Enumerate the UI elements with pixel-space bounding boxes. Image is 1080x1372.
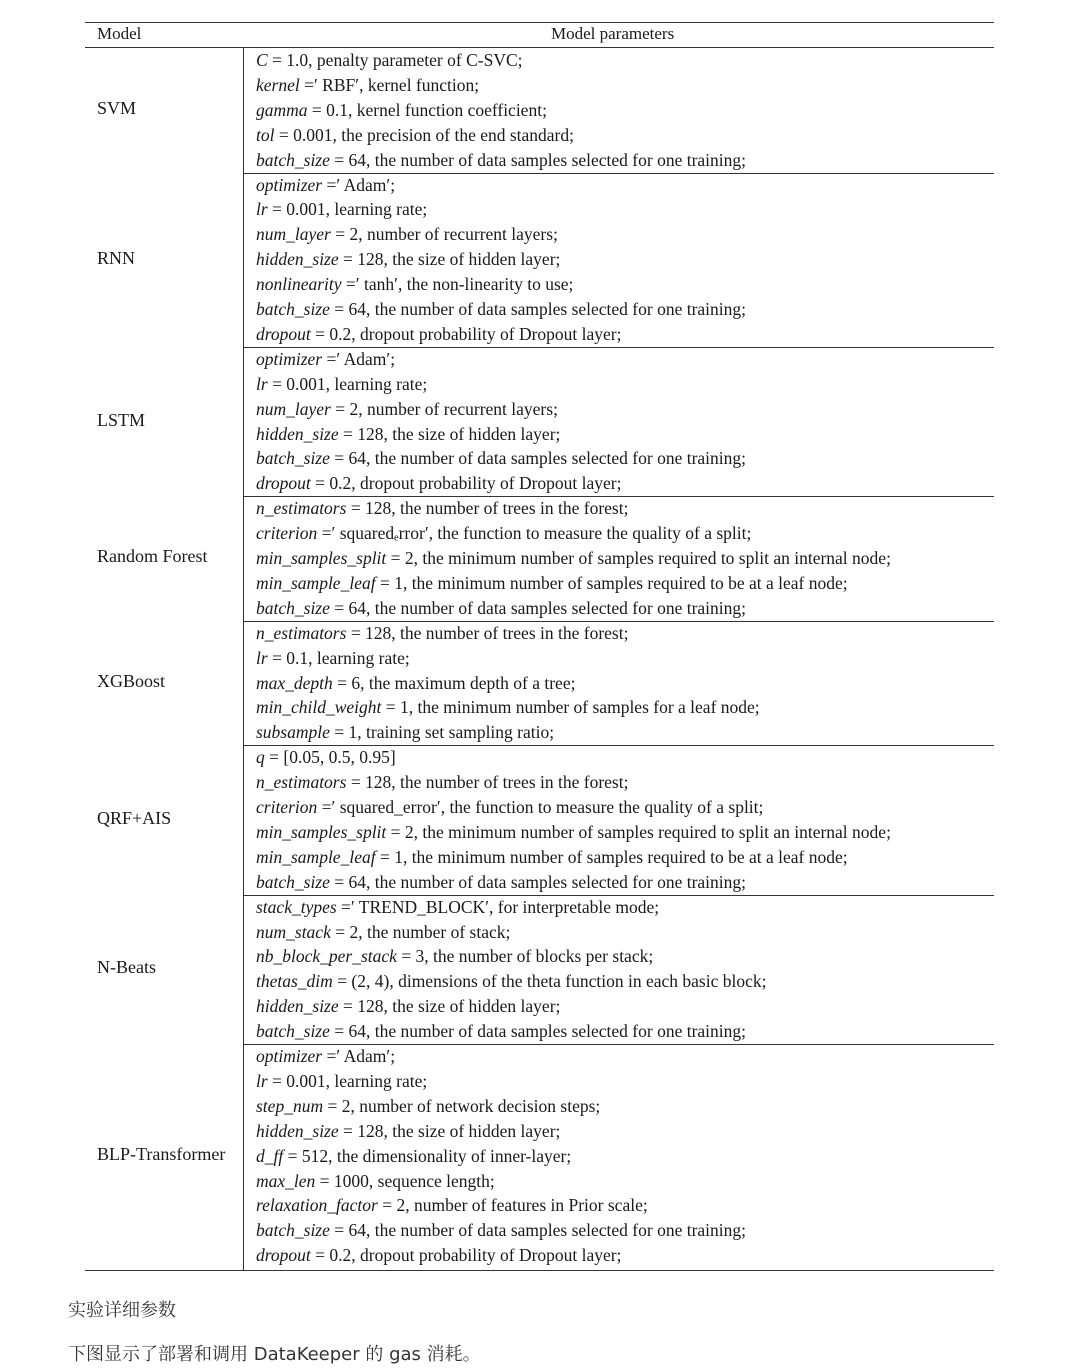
parameter-row (256, 521, 751, 546)
parameter-description: = 0.001, learning rate; (267, 199, 428, 220)
parameter-symbol: dropout (256, 1245, 311, 1266)
parameter-symbol: nb_block_per_stack (256, 946, 397, 967)
table-bottom-rule (85, 1270, 994, 1271)
parameter-symbol: subsample (256, 722, 330, 743)
parameter-row (256, 247, 560, 272)
parameter-description: = 1.0, penalty parameter of C-SVC; (267, 50, 523, 70)
parameter-description: =′ tanh′, the non-linearity to use; (341, 274, 574, 295)
parameter-description: = 2, the minimum number of samples required to split an internal node; (386, 548, 891, 568)
parameter-row (256, 546, 891, 571)
parameter-description: = 128, the size of hidden layer; (338, 996, 561, 1017)
parameter-row (256, 397, 558, 422)
parameter-row (256, 173, 395, 198)
parameter-symbol: hidden_size (256, 996, 339, 1017)
parameter-symbol: max_len (256, 1170, 316, 1191)
parameter-row (256, 272, 573, 297)
parameter-description: = 64, the number of data samples selected for one training; (329, 871, 747, 892)
parameter-description: = 1, the minimum number of samples required to be at a leaf node; (375, 846, 848, 867)
parameter-symbol: n_estimators (256, 498, 347, 519)
parameter-row (256, 1069, 427, 1094)
parameter-description: = 2, number of recurrent layers; (330, 398, 558, 419)
parameter-row (256, 148, 746, 173)
parameter-symbol: q (256, 747, 265, 768)
header-parameters: Model parameters (551, 24, 675, 43)
parameter-description: = 1, the minimum number of samples required to be at a leaf node; (375, 572, 848, 593)
parameter-row (256, 621, 628, 646)
parameter-symbol: criterion (256, 523, 318, 544)
parameter-row (256, 297, 746, 322)
parameter-description: = (2, 4), dimensions of the theta function in each basic block; (332, 971, 767, 992)
parameter-row (256, 944, 653, 969)
parameter-description: =′ squared_error′, the function to measure the quality of a split; (317, 797, 764, 817)
parameter-symbol: thetas_dim (256, 971, 333, 992)
parameter-row (256, 671, 575, 696)
parameter-description: = [0.05, 0.5, 0.95] (264, 747, 396, 768)
parameter-description: =′ RBF′, kernel function; (299, 74, 480, 95)
parameter-description: = 128, the size of hidden layer; (338, 1120, 561, 1141)
parameter-description: = 64, the number of data samples selected for one training; (329, 149, 747, 170)
body-paragraph: 下图显示了部署和调用 DataKeeper 的 gas 消耗。 (68, 1344, 481, 1365)
parameter-symbol: min_sample_leaf (256, 572, 376, 593)
parameter-symbol: nonlinearity (256, 274, 342, 295)
parameter-description: =′ Adam′; (322, 1046, 396, 1066)
parameter-description: = 2, number of network decision steps; (323, 1095, 601, 1116)
parameter-symbol: batch_size (256, 871, 330, 892)
parameter-description: = 0.2, dropout probability of Dropout layer; (310, 1245, 622, 1266)
parameter-symbol: batch_size (256, 448, 330, 469)
parameter-symbol: relaxation_factor (256, 1195, 378, 1216)
parameter-description: = 64, the number of data samples selected for one training; (329, 1220, 747, 1241)
parameter-symbol: tol (256, 124, 275, 145)
parameter-symbol: hidden_size (256, 423, 339, 444)
parameter-description: = 3, the number of blocks per stack; (396, 946, 654, 967)
parameter-symbol: dropout (256, 473, 311, 494)
parameter-row (256, 372, 427, 397)
parameter-row (256, 446, 746, 471)
parameter-symbol: step_num (256, 1095, 324, 1116)
table-caption: 实验详细参数 (68, 1300, 176, 1321)
parameter-row (256, 48, 523, 73)
model-name: LSTM (97, 409, 146, 430)
parameter-symbol: lr (256, 647, 268, 668)
parameter-row (256, 969, 766, 994)
parameter-symbol: min_child_weight (256, 697, 382, 718)
parameter-row (256, 795, 763, 820)
parameter-description: = 128, the number of trees in the forest; (346, 622, 629, 643)
parameter-description: = 1, training set sampling ratio; (329, 722, 555, 743)
parameter-row (256, 845, 848, 870)
parameter-row (256, 870, 746, 895)
parameter-row (256, 745, 396, 770)
parameter-row (256, 1193, 648, 1218)
parameter-row (256, 347, 395, 372)
parameter-symbol: optimizer (256, 348, 323, 369)
header-rule (85, 47, 994, 48)
parameter-row (256, 98, 547, 123)
parameter-description: = 1, the minimum number of samples for a leaf node; (381, 697, 760, 718)
parameter-symbol: lr (256, 373, 268, 394)
parameter-symbol: num_layer (256, 398, 331, 419)
parameter-description: =′ Adam′; (322, 174, 396, 195)
model-name: BLP-Transformer (97, 1144, 226, 1165)
parameter-description: = 64, the number of data samples selected for one training; (329, 299, 747, 319)
parameter-symbol: hidden_size (256, 1120, 339, 1141)
parameter-description: = 0.1, learning rate; (267, 647, 410, 668)
parameter-description: = 128, the number of trees in the forest; (346, 772, 629, 793)
parameter-symbol: min_samples_split (256, 548, 387, 568)
parameter-row (256, 920, 510, 945)
parameter-description: = 64, the number of data samples selected for one training; (329, 597, 747, 618)
parameter-symbol: d_ff (256, 1145, 284, 1166)
model-name: Random Forest (97, 546, 208, 567)
parameter-description: = 64, the number of data samples selected for one training; (329, 1021, 747, 1042)
parameter-symbol: batch_size (256, 149, 330, 170)
parameter-symbol: gamma (256, 99, 308, 120)
table-top-rule (85, 22, 994, 23)
parameter-symbol: lr (256, 199, 268, 220)
parameter-symbol: max_depth (256, 672, 333, 693)
parameter-symbol: lr (256, 1070, 268, 1091)
parameter-row (256, 596, 746, 621)
parameter-row (256, 322, 622, 347)
column-separator (243, 48, 244, 1270)
parameter-description: = 2, the number of stack; (330, 921, 511, 942)
parameter-description: = 2, number of recurrent layers; (330, 224, 558, 245)
parameter-description: = 0.001, learning rate; (267, 1070, 428, 1091)
parameter-row (256, 895, 659, 920)
parameter-symbol: batch_size (256, 299, 330, 319)
parameter-description: = 64, the number of data samples selected for one training; (329, 448, 747, 469)
parameter-symbol: min_sample_leaf (256, 846, 376, 867)
header-model: Model (97, 24, 142, 43)
parameter-row (256, 73, 479, 98)
parameter-symbol: hidden_size (256, 249, 339, 270)
parameter-description: = 1000, sequence length; (315, 1170, 495, 1191)
parameter-symbol: batch_size (256, 1220, 330, 1241)
parameter-description: = 0.1, kernel function coefficient; (307, 99, 547, 120)
parameter-row (256, 1044, 395, 1069)
parameter-row (256, 820, 891, 845)
parameter-description: = 0.2, dropout probability of Dropout layer; (310, 473, 622, 494)
parameter-description: = 2, the minimum number of samples required to split an internal node; (386, 821, 891, 842)
parameter-row (256, 222, 558, 247)
parameter-row (256, 646, 410, 671)
parameter-description: = 0.001, learning rate; (267, 373, 428, 394)
model-name: SVM (97, 98, 137, 119)
parameter-symbol: optimizer (256, 1046, 323, 1066)
parameter-row (256, 197, 427, 222)
parameter-symbol: stack_types (256, 896, 337, 917)
parameter-symbol: optimizer (256, 174, 323, 195)
parameter-row (256, 994, 560, 1019)
parameter-symbol: n_estimators (256, 772, 347, 793)
parameter-row (256, 1019, 746, 1044)
parameter-description: =′ Adam′; (322, 348, 396, 369)
parameter-row (256, 720, 554, 745)
parameter-symbol: C (256, 50, 268, 70)
parameter-description: = 512, the dimensionality of inner-layer; (283, 1145, 572, 1166)
parameter-symbol: batch_size (256, 1021, 330, 1042)
parameter-description: =′ squaredₑrror′, the function to measure the quality of a split; (317, 523, 752, 544)
parameter-description: = 0.001, the precision of the end standard; (274, 124, 575, 145)
parameter-symbol: min_samples_split (256, 821, 387, 842)
model-name: QRF+AIS (97, 807, 172, 828)
parameter-symbol: criterion (256, 797, 318, 817)
parameter-symbol: batch_size (256, 597, 330, 618)
parameter-description: = 6, the maximum depth of a tree; (332, 672, 576, 693)
parameter-symbol: n_estimators (256, 622, 347, 643)
parameter-description: = 128, the size of hidden layer; (338, 249, 561, 270)
parameter-description: = 128, the size of hidden layer; (338, 423, 561, 444)
parameter-row (256, 471, 622, 496)
parameter-symbol: kernel (256, 74, 300, 95)
parameter-description: = 0.2, dropout probability of Dropout layer; (310, 323, 622, 344)
parameter-row (256, 1243, 622, 1268)
parameter-description: = 128, the number of trees in the forest; (346, 498, 629, 519)
parameter-row (256, 1169, 495, 1194)
parameter-row (256, 770, 628, 795)
parameter-description: =′ TREND_BLOCK′, for interpretable mode; (336, 896, 660, 917)
parameter-row (256, 695, 760, 720)
model-name: XGBoost (97, 670, 166, 691)
parameter-row (256, 496, 628, 521)
parameter-symbol: num_stack (256, 921, 331, 942)
parameter-symbol: dropout (256, 323, 311, 344)
parameter-row (256, 1218, 746, 1243)
parameter-row (256, 422, 560, 447)
parameter-description: = 2, number of features in Prior scale; (377, 1195, 648, 1216)
model-name: N-Beats (97, 957, 156, 978)
parameter-row (256, 1119, 560, 1144)
parameter-row (256, 1094, 600, 1119)
model-name: RNN (97, 247, 136, 268)
parameter-row (256, 571, 848, 596)
parameter-symbol: num_layer (256, 224, 331, 245)
parameter-row (256, 123, 574, 148)
parameter-row (256, 1144, 571, 1169)
